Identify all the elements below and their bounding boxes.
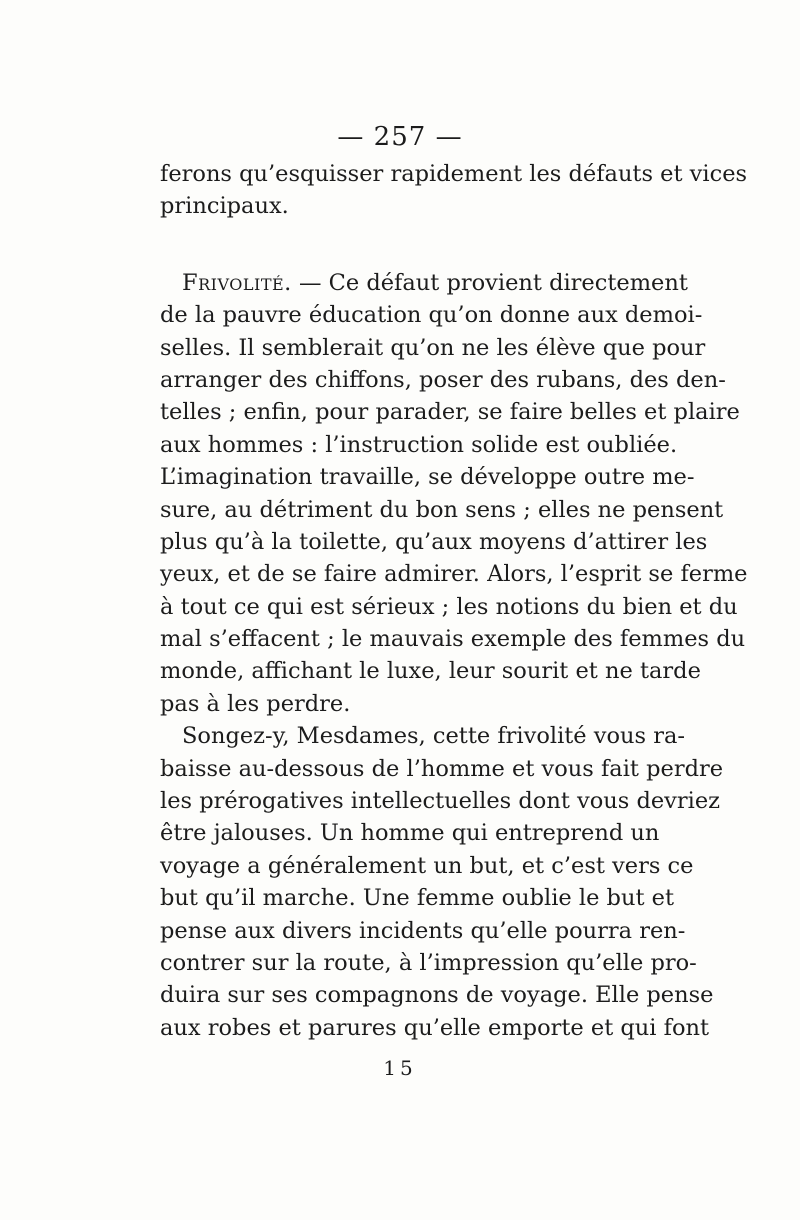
text-line: contrer sur la route, à l’impression qu’elle pro- [160,949,697,976]
text-line: arranger des chiffons, poser des rubans, des den- [160,366,726,393]
body-text [160,158,748,1044]
text-fragment: — Ce défaut provient directement [291,269,688,296]
signature-mark: 15 [383,1056,417,1080]
text-line: yeux, et de se faire admirer. Alors, l’esprit se ferme [160,561,748,588]
text-line: les prérogatives intellectuelles dont vous devriez [160,788,721,815]
text-line: être jalouses. Un homme qui entreprend un [160,820,660,847]
text-line: aux robes et parures qu’elle emporte et qui font [160,1014,710,1041]
text-line: ferons qu’esquisser rapidement les défauts et vices [160,161,748,187]
paragraph-gap [160,223,656,267]
text-line: plus qu’à la toilette, qu’aux moyens d’attirer les [160,528,708,555]
text-line: pense aux divers incidents qu’elle pourra ren- [160,917,686,944]
paragraph-3 [160,720,724,1044]
text-line: aux hommes : l’instruction solide est oubliée. [160,431,678,458]
text-line: duira sur ses compagnons de voyage. Elle pense [160,982,714,1009]
text-line: monde, affichant le luxe, leur sourit et ne tarde [160,658,701,685]
text-line: Songez-y, Mesdames, cette frivolité vous ra- [182,723,685,750]
text-line: L’imagination travaille, se développe outre me- [160,464,695,491]
text-line-with-heading [160,267,688,299]
text-line: baisse au-dessous de l’homme et vous fait perdre [160,755,724,782]
paragraph-2 [160,267,748,720]
section-heading: Frivolité. [182,269,292,296]
text-line: mal s’effacent ; le mauvais exemple des femmes du [160,626,746,653]
page-number: — 257 — [337,122,463,152]
text-line: voyage a généralement un but, et c’est vers ce [160,852,694,879]
text-line: selles. Il semblerait qu’on ne les élève que pour [160,334,706,361]
text-line: principaux. [160,193,289,220]
text-line: pas à les perdre. [160,690,351,717]
text-line: telles ; enfin, pour parader, se faire belles et plaire [160,399,740,426]
text-line: de la pauvre éducation qu’on donne aux demoi- [160,302,703,329]
text-line: à tout ce qui est sérieux ; les notions du bien et du [160,593,738,620]
text-line: sure, au détriment du bon sens ; elles ne pensent [160,496,724,523]
paragraph-1 [160,158,748,223]
text-line: but qu’il marche. Une femme oublie le but et [160,885,675,912]
